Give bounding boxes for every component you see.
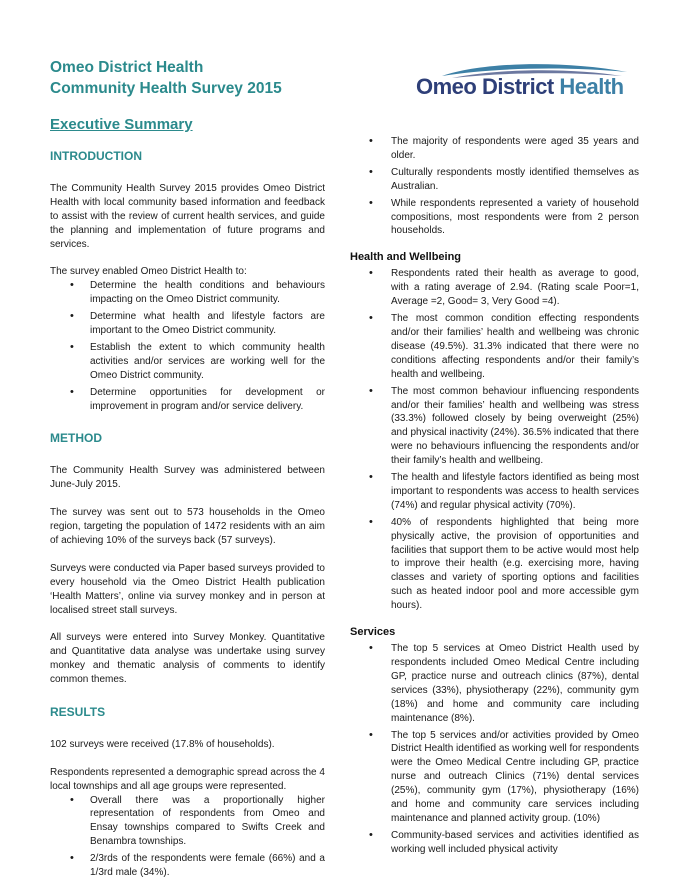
right-column bbox=[350, 135, 639, 871]
list-item: • Determine the health conditions and behaviours impacting on the Omeo District community. bbox=[50, 279, 325, 307]
logo-wordmark bbox=[416, 74, 624, 100]
list-item: • The top 5 services at Omeo District Health used by respondents included Omeo Medical Centre including GP, practice nurse and outreach clinics (87%), dental services (33%), physiotherapy (22%), community gym (18%) and home and community care including maintenance (8%). bbox=[350, 642, 639, 725]
list-item: • The health and lifestyle factors identified as being most important to respondents was access to health services (74%) and regular physical activity (70%). bbox=[350, 471, 639, 513]
method-paragraph-2: The survey was sent out to 573 households in the Omeo region, targeting the population of 1472 residents with an aim of achieving 10% of the surveys back (57 surveys). bbox=[50, 507, 325, 546]
list-item: • The most common condition effecting respondents and/or their families’ health and wellbeing was chronic disease (49.5%). 31.3% indicated that there were no conditions affecting respondents and/or their family’s health and wellbeing. bbox=[350, 312, 639, 382]
list-item: • The top 5 services and/or activities provided by Omeo District Health identified as working well for respondents were the Omeo Medical Centre including GP, practice nurse and outreach Clinics (71%) dental services (25%), community gym (17%), physiotherapy (16%) and home and community care services including maintenance and planned activity group. (10%) bbox=[350, 729, 639, 826]
list-item: • Culturally respondents mostly identified themselves as Australian. bbox=[350, 166, 639, 194]
results-heading: RESULTS bbox=[50, 704, 106, 719]
title-line-2: Community Health Survey 2015 bbox=[50, 80, 282, 97]
method-heading: METHOD bbox=[50, 431, 102, 446]
list-item: • Community-based services and activities identified as working well included physical activity bbox=[350, 829, 639, 857]
omeo-district-health-logo bbox=[412, 64, 642, 104]
executive-summary-heading: Executive Summary bbox=[50, 116, 193, 133]
list-item: • 2/3rds of the respondents were female (66%) and a 1/3rd male (34%). bbox=[50, 852, 325, 880]
health-wellbeing-heading: Health and Wellbeing bbox=[350, 251, 462, 264]
intro-bullet-list bbox=[50, 279, 325, 413]
introduction-heading: INTRODUCTION bbox=[50, 149, 142, 163]
logo-text-dark: Omeo District bbox=[416, 74, 560, 99]
results-paragraph-2: Respondents represented a demographic spread across the 4 local townships and all age groups were represented. bbox=[50, 766, 325, 792]
health-bullet-list bbox=[350, 267, 639, 613]
list-item: • The most common behaviour influencing respondents and/or their families’ health and wellbeing was stress (33.3%) followed closely by being overweight (25%) and physical inactivity (24%). 36.5% indicated that there were no behaviours influencing the respondents and/or their family’s health and wellbeing. bbox=[350, 385, 639, 468]
list-item: • Determine opportunities for development or improvement in program and/or service delivery. bbox=[50, 386, 325, 414]
list-item: • The majority of respondents were aged 35 years and older. bbox=[350, 135, 639, 163]
results-paragraph-1: 102 surveys were received (17.8% of households). bbox=[50, 738, 275, 750]
list-item: • 40% of respondents highlighted that being more physically active, the provision of opportunities and facilities that support them to be active would most help to improve their health (e.g. exercising more, having classes and variety of sporting options and facilities such as heated indoor pool and more accessible gym hours). bbox=[350, 516, 639, 613]
method-paragraph-3: Surveys were conducted via Paper based surveys provided to every household via the Omeo District Health publication ‘Health Matters’, online via survey monkey and in person at localised street stall surveys. bbox=[50, 562, 325, 616]
list-item: • While respondents represented a variety of household compositions, most respondents were from 2 person households. bbox=[350, 197, 639, 239]
method-paragraph-1: The Community Health Survey was administered between June-July 2015. bbox=[50, 465, 325, 491]
left-column bbox=[50, 115, 325, 894]
method-paragraph-4: All surveys were entered into Survey Monkey. Quantitative and Quantitative data analyse was undertake using survey monkey and thematic analysis of comments to identify common themes. bbox=[50, 632, 325, 686]
title-line-1: Omeo District Health bbox=[50, 59, 204, 76]
list-item: • Establish the extent to which community health activities and/or services are working well for the Omeo District community. bbox=[50, 341, 325, 383]
services-heading: Services bbox=[350, 626, 396, 639]
list-item: • Determine what health and lifestyle factors are important to the Omeo District community. bbox=[50, 310, 325, 338]
intro-paragraph-1: The Community Health Survey 2015 provides Omeo District Health with local community based information and feedback to assist with the review of current health services, and guide the planning and implementation of future programs and services. bbox=[50, 183, 325, 250]
document-title bbox=[50, 57, 282, 99]
list-item: • Overall there was a proportionally higher representation of respondents from Omeo and Ensay townships compared to Swifts Creek and Benambra townships. bbox=[50, 794, 325, 850]
demographics-bullet-list bbox=[350, 135, 639, 238]
intro-paragraph-2: The survey enabled Omeo District Health to: bbox=[50, 266, 247, 278]
services-bullet-list bbox=[350, 642, 639, 857]
list-item: • Respondents rated their health as average to good, with a rating average of 2.94. (Rating scale Poor=1, Average =2, Good= 3, Very Good =4). bbox=[350, 267, 639, 309]
results-bullet-list bbox=[50, 794, 325, 880]
logo-text-light: Health bbox=[559, 74, 624, 99]
